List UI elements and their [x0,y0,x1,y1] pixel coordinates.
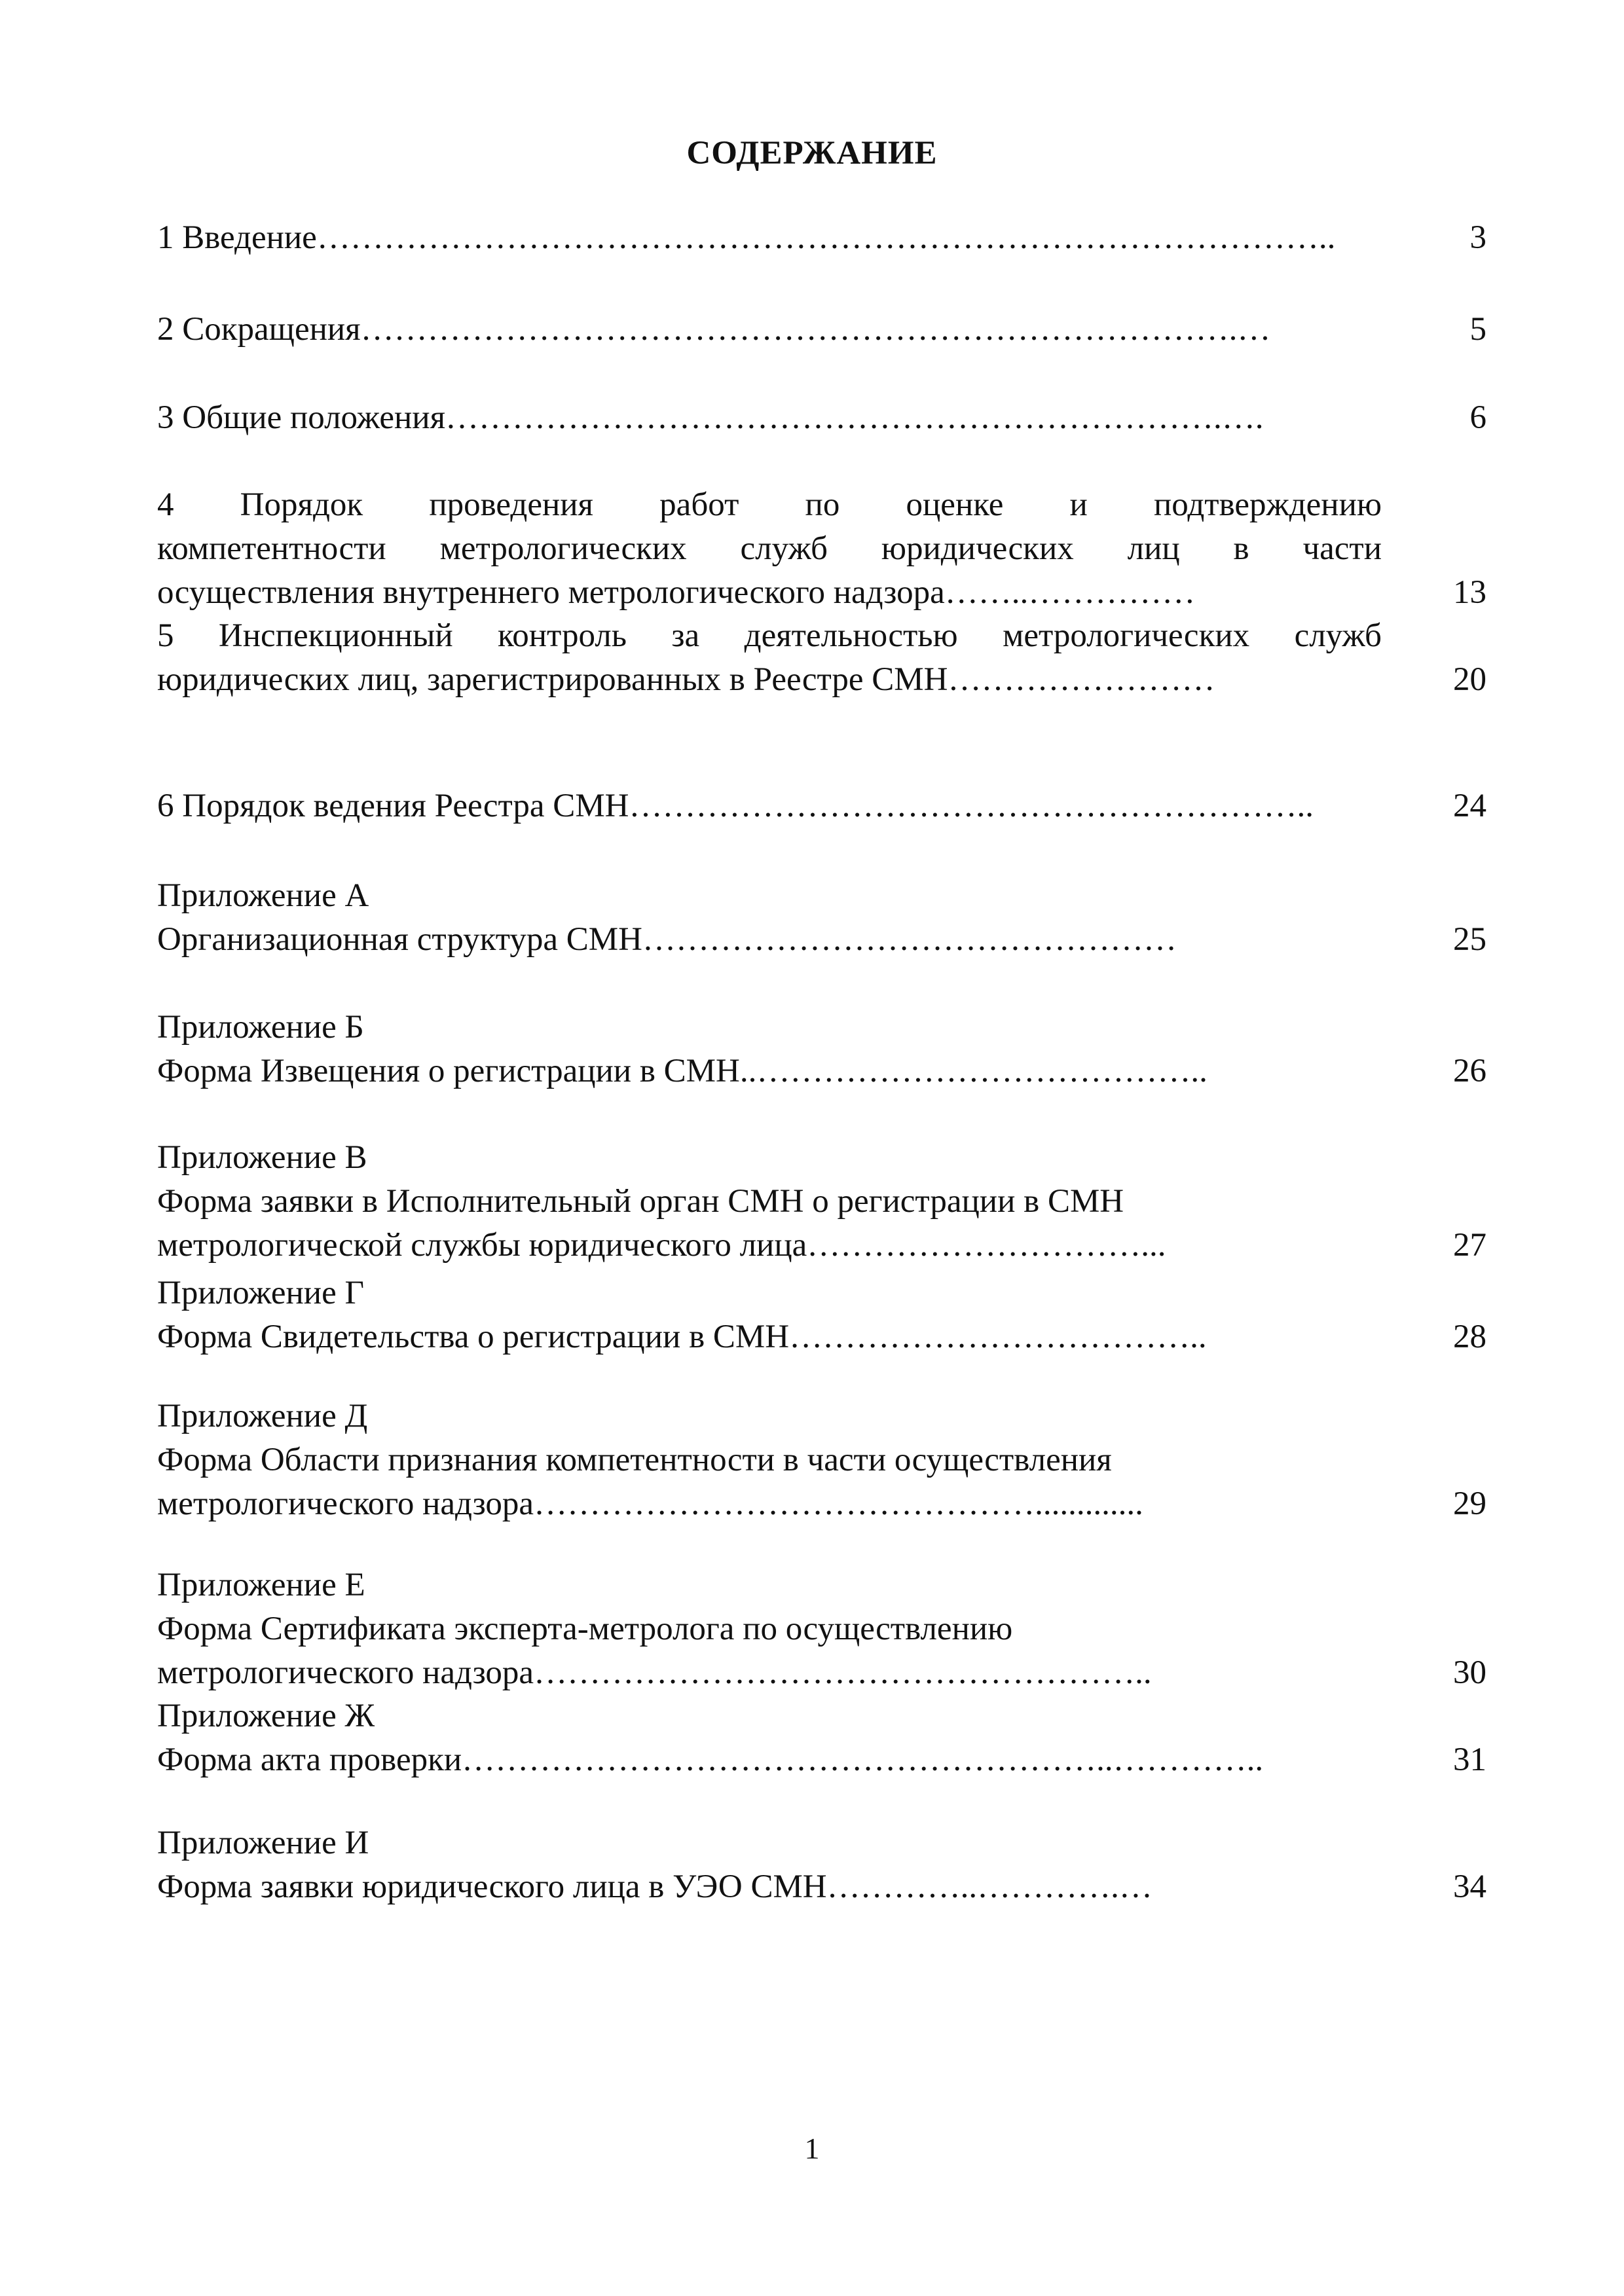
toc-leader-dots: …………………… [948,661,1215,698]
toc-entry-last-line [157,216,1369,260]
toc-entry-line: Приложение Е [157,1567,365,1603]
toc-entry[interactable] [157,1006,1486,1093]
toc-entry-line: Приложение И [157,1825,369,1861]
toc-page-number: 26 [1453,1053,1486,1089]
toc-entry-line: Форма заявки в Исполнительный орган СМН о регистрации в СМН [157,1183,1124,1220]
toc-entry-last-line [157,784,1369,828]
toc-entry-label: Форма заявки юридического лица в УЭО СМН [157,1868,827,1905]
toc-entry[interactable] [157,874,1486,962]
toc-entry[interactable] [157,308,1486,352]
toc-entry-last-line [157,1224,1369,1267]
toc-entry-label: юридических лиц, зарегистрированных в Реестре СМН [157,661,948,698]
toc-entry-last-line [157,1651,1369,1695]
toc-leader-dots: ..………………………………….. [739,1053,1208,1089]
toc-entry-last-line [157,1865,1369,1909]
toc-leader-dots: …………………………………………………….. [629,788,1314,824]
toc-entry[interactable] [157,1271,1486,1359]
toc-entry[interactable] [157,1394,1486,1526]
toc-entry-label: метрологического надзора [157,1654,534,1691]
toc-page-number: 25 [1453,921,1486,958]
toc-entry[interactable] [157,396,1486,440]
toc-page-number: 24 [1453,788,1486,824]
toc-page-number: 34 [1453,1868,1486,1905]
toc-leader-dots: …………………………... [807,1227,1166,1264]
toc-entry-line: Приложение Д [157,1398,368,1434]
toc-page-number: 30 [1453,1654,1486,1691]
toc-entry-label: осуществления внутреннего метрологического надзора [157,574,945,611]
toc-entry-label: 1 Введение [157,219,317,256]
toc-leader-dots: ……..…………… [944,574,1196,611]
toc-leader-dots: ……………………………….. [789,1319,1207,1355]
toc-entry-last-line [157,1482,1369,1526]
toc-entry-last-line [157,308,1369,352]
toc-entry-line: Приложение Ж [157,1698,375,1734]
toc-leader-dots: ………………………………………............. [534,1485,1143,1522]
toc-entry-line: Приложение А [157,877,369,914]
toc-page-number: 13 [1453,574,1486,611]
toc-entry[interactable] [157,1563,1486,1695]
toc-page-number: 5 [1469,311,1486,348]
toc-entry-last-line [157,1049,1369,1093]
toc-page-number: 3 [1469,219,1486,256]
toc-entry-line: Приложение Г [157,1275,364,1311]
toc-entry-line: Форма Сертификата эксперта-метролога по осуществлению [157,1611,1013,1647]
toc-entry-label: метрологического надзора [157,1485,534,1522]
toc-entry-last-line [157,571,1369,615]
toc-entry-label: метрологической службы юридического лица [157,1227,807,1264]
toc-entry-label: 2 Сокращения [157,311,361,348]
toc-entry[interactable] [157,483,1486,615]
toc-entry-label: Форма акта проверки [157,1741,462,1778]
toc-leader-dots: ………………………………………… [642,921,1177,958]
toc-entry-label: 3 Общие положения [157,399,446,436]
toc-leader-dots: …………………………………………………..………….. [462,1741,1264,1778]
toc-page-number: 6 [1469,399,1486,436]
toc-entry-last-line [157,918,1369,962]
toc-entry[interactable] [157,1821,1486,1909]
toc-entry-line: Приложение В [157,1139,367,1176]
toc-entry[interactable] [157,1694,1486,1782]
toc-leader-dots: …………..………….… [826,1868,1153,1905]
toc-page-number: 20 [1453,661,1486,698]
toc-page-number: 29 [1453,1485,1486,1522]
toc-entry[interactable] [157,614,1486,702]
page-title: СОДЕРЖАНИЕ [686,135,938,172]
toc-entry-label: Организационная структура СМН [157,921,642,958]
toc-entry-last-line [157,396,1369,440]
toc-entry-line: Приложение Б [157,1009,364,1046]
toc-leader-dots: ……………………………………………….. [534,1654,1152,1691]
toc-entry-line: 4 Порядок проведения работ по оценке и подтверждению [157,486,1382,523]
toc-page-number: 31 [1453,1741,1486,1778]
toc-leader-dots: …………………………………………………………….…. [445,399,1264,436]
toc-page-number: 28 [1453,1319,1486,1355]
toc-entry[interactable] [157,784,1486,828]
toc-entry[interactable] [157,216,1486,260]
toc-entry-line: компетентности метрологических служб юридических лиц в части [157,530,1382,567]
toc-entry-last-line [157,1315,1369,1359]
toc-entry-label: 6 Порядок ведения Реестра СМН [157,788,629,824]
toc-entry-line: Форма Области признания компетентности в части осуществления [157,1442,1112,1478]
toc-entry-last-line [157,658,1369,702]
toc-entry[interactable] [157,1136,1486,1267]
toc-entry-label: Форма Свидетельства о регистрации в СМН [157,1319,790,1355]
toc-leader-dots: ……………………………………………………………………………….. [316,219,1336,256]
toc-page-number: 27 [1453,1227,1486,1264]
toc-leader-dots: …………………………………………………………………….… [360,311,1271,348]
toc-entry-last-line [157,1738,1369,1782]
toc-entry-line: 5 Инспекционный контроль за деятельностью метрологических служб [157,617,1382,654]
page-number: 1 [804,2132,820,2165]
toc-entry-label: Форма Извещения о регистрации в СМН [157,1053,740,1089]
